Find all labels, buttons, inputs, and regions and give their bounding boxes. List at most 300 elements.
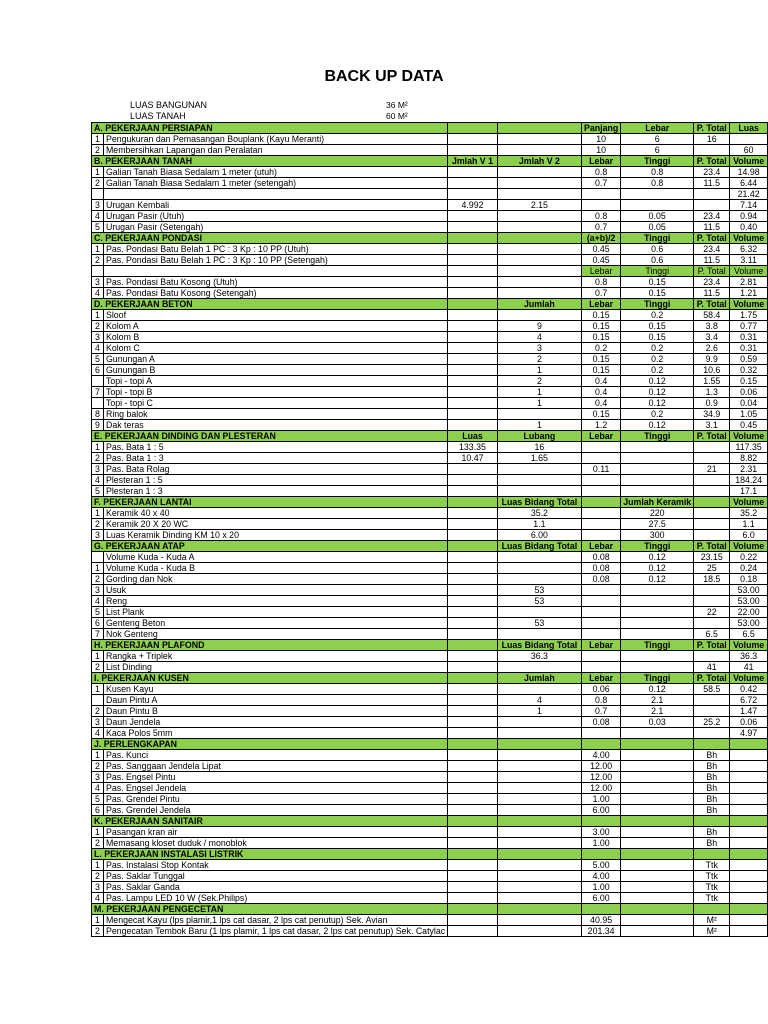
- item-description: Memasang kloset duduk / monoblok: [103, 838, 447, 849]
- cell-value: [497, 464, 581, 475]
- item-description: Pas. Bata Rolag: [103, 464, 447, 475]
- item-description: Keramik 20 X 20 WC: [103, 519, 447, 530]
- item-number: 4: [92, 893, 104, 904]
- cell-value: [497, 145, 581, 156]
- item-number: [92, 266, 104, 277]
- cell-value: 27.5: [621, 519, 694, 530]
- cell-value: [448, 761, 498, 772]
- item-description: Nok Genteng: [103, 629, 447, 640]
- cell-value: 6.00: [497, 530, 581, 541]
- cell-value: 220: [621, 508, 694, 519]
- cell-value: M²: [694, 915, 730, 926]
- cell-value: [497, 772, 581, 783]
- cell-value: 3.11: [730, 255, 768, 266]
- item-number: 2: [92, 321, 104, 332]
- table-row: [92, 706, 768, 717]
- cell-value: 0.4: [582, 398, 621, 409]
- column-header: Lebar: [582, 156, 621, 167]
- item-number: 3: [92, 332, 104, 343]
- cell-value: [448, 915, 498, 926]
- cell-value: 41: [694, 662, 730, 673]
- cell-value: [448, 519, 498, 530]
- cell-value: 4.00: [582, 871, 621, 882]
- item-description: Kaca Polos 5mm: [103, 728, 447, 739]
- cell-value: [448, 695, 498, 706]
- cell-value: [497, 783, 581, 794]
- table-row: [92, 255, 768, 266]
- cell-value: 6.44: [730, 178, 768, 189]
- cell-value: [497, 926, 581, 937]
- table-row: [92, 167, 768, 178]
- cell-value: [497, 486, 581, 497]
- cell-value: 0.2: [621, 409, 694, 420]
- cell-value: [730, 838, 768, 849]
- cell-value: 6.32: [730, 244, 768, 255]
- cell-value: [621, 189, 694, 200]
- column-header: [448, 123, 498, 134]
- meta-value-bangunan: 36 M²: [386, 100, 408, 110]
- column-header: Jumlah Keramik: [621, 497, 694, 508]
- cell-value: [497, 607, 581, 618]
- table-row: [92, 178, 768, 189]
- cell-value: [582, 189, 621, 200]
- cell-value: [497, 222, 581, 233]
- item-description: [103, 266, 447, 277]
- cell-value: [694, 200, 730, 211]
- section-title: K. PEKERJAAN SANITAIR: [92, 816, 448, 827]
- cell-value: [621, 464, 694, 475]
- cell-value: 2.81: [730, 277, 768, 288]
- cell-value: 11.5: [694, 178, 730, 189]
- column-header: [730, 904, 768, 915]
- cell-value: 0.08: [582, 552, 621, 563]
- column-header: P. Total: [694, 123, 730, 134]
- cell-value: 2.15: [497, 200, 581, 211]
- item-number: 2: [92, 761, 104, 772]
- cell-value: [730, 893, 768, 904]
- column-header: Tinggi: [621, 299, 694, 310]
- cell-value: [448, 706, 498, 717]
- table-row: [92, 486, 768, 497]
- cell-value: [448, 343, 498, 354]
- cell-value: 9: [497, 321, 581, 332]
- cell-value: 1.2: [582, 420, 621, 431]
- cell-value: 3.1: [694, 420, 730, 431]
- cell-value: [582, 519, 621, 530]
- cell-value: [621, 871, 694, 882]
- item-number: 3: [92, 772, 104, 783]
- cell-value: [448, 926, 498, 937]
- item-description: Kolom C: [103, 343, 447, 354]
- cell-value: 0.7: [582, 706, 621, 717]
- cell-value: 2.1: [621, 706, 694, 717]
- section-title: D. PEKERJAAN BETON: [92, 299, 448, 310]
- cell-value: 6.0: [730, 530, 768, 541]
- cell-value: [582, 629, 621, 640]
- item-number: 1: [92, 442, 104, 453]
- cell-value: [497, 266, 581, 277]
- column-header: [621, 739, 694, 750]
- table-row: [92, 277, 768, 288]
- cell-value: [448, 651, 498, 662]
- cell-value: 0.12: [621, 563, 694, 574]
- column-header: Tinggi: [621, 156, 694, 167]
- table-row: [92, 398, 768, 409]
- table-row: [92, 794, 768, 805]
- table-row: [92, 761, 768, 772]
- section-title: M. PEKERJAAN PENGECETAN: [92, 904, 448, 915]
- cell-value: 0.15: [582, 409, 621, 420]
- item-number: 3: [92, 530, 104, 541]
- column-header: Tinggi: [621, 673, 694, 684]
- table-row: [92, 508, 768, 519]
- section-title: B. PEKERJAAN TANAH: [92, 156, 448, 167]
- cell-value: 0.15: [582, 354, 621, 365]
- column-header: [497, 849, 581, 860]
- item-number: 2: [92, 519, 104, 530]
- cell-value: 0.45: [730, 420, 768, 431]
- item-number: 2: [92, 178, 104, 189]
- item-number: 2: [92, 662, 104, 673]
- cell-value: [621, 607, 694, 618]
- item-description: Kolom B: [103, 332, 447, 343]
- table-row: [92, 585, 768, 596]
- section-header-row: [92, 156, 768, 167]
- table-row: [92, 684, 768, 695]
- item-number: 3: [92, 277, 104, 288]
- cell-value: 6.5: [694, 629, 730, 640]
- column-header: Volume: [730, 233, 768, 244]
- item-description: Pasangan kran air: [103, 827, 447, 838]
- cell-value: [497, 838, 581, 849]
- cell-value: 1.00: [582, 794, 621, 805]
- cell-value: [448, 398, 498, 409]
- cell-value: [497, 794, 581, 805]
- item-description: Pas. Pondasi Batu Kosong (Utuh): [103, 277, 447, 288]
- item-description: Mengecat Kayu (lps plamir,1 lps cat dasar, 2 lps cat penutup) Sek. Avian: [103, 915, 447, 926]
- section-header-row: [92, 541, 768, 552]
- table-row: [92, 871, 768, 882]
- cell-value: 1.3: [694, 387, 730, 398]
- table-row: [92, 827, 768, 838]
- cell-value: 0.45: [582, 244, 621, 255]
- table-row: [92, 607, 768, 618]
- cell-value: [621, 728, 694, 739]
- table-row: [92, 365, 768, 376]
- cell-value: 23.15: [694, 552, 730, 563]
- column-header: Volume: [730, 541, 768, 552]
- cell-value: 6.00: [582, 805, 621, 816]
- cell-value: [448, 288, 498, 299]
- item-number: 2: [92, 453, 104, 464]
- cell-value: Bh: [694, 794, 730, 805]
- cell-value: 40.95: [582, 915, 621, 926]
- cell-value: 0.15: [582, 321, 621, 332]
- cell-value: 23.4: [694, 211, 730, 222]
- item-description: Pas. Instalasi Stop Kontak: [103, 860, 447, 871]
- cell-value: 1.55: [694, 376, 730, 387]
- cell-value: [621, 893, 694, 904]
- column-header: [497, 816, 581, 827]
- item-description: Membersihkan Lapangan dan Peralatan: [103, 145, 447, 156]
- cell-value: [497, 189, 581, 200]
- cell-value: 3: [497, 343, 581, 354]
- item-description: List Dinding: [103, 662, 447, 673]
- item-description: Plesteran 1 : 3: [103, 486, 447, 497]
- cell-value: [621, 453, 694, 464]
- cell-value: [694, 486, 730, 497]
- cell-value: 0.9: [694, 398, 730, 409]
- cell-value: 0.2: [582, 343, 621, 354]
- cell-value: 34.9: [694, 409, 730, 420]
- table-row: [92, 475, 768, 486]
- cell-value: [621, 772, 694, 783]
- cell-value: [621, 596, 694, 607]
- cell-value: 1: [497, 398, 581, 409]
- cell-value: [497, 288, 581, 299]
- item-number: 3: [92, 585, 104, 596]
- section-title: L. PEKERJAAN INSTALASI LISTRIK: [92, 849, 448, 860]
- item-description: Kusen Kayu: [103, 684, 447, 695]
- cell-value: [448, 189, 498, 200]
- cell-value: 10.6: [694, 365, 730, 376]
- column-header: Lubang: [497, 431, 581, 442]
- cell-value: [448, 794, 498, 805]
- cell-value: [730, 772, 768, 783]
- cell-value: [448, 893, 498, 904]
- cell-value: 117.35: [730, 442, 768, 453]
- cell-value: 35.2: [497, 508, 581, 519]
- cell-value: [582, 607, 621, 618]
- item-description: Ring balok: [103, 409, 447, 420]
- cell-value: 0.2: [621, 310, 694, 321]
- cell-value: 2: [497, 354, 581, 365]
- cell-value: 0.45: [582, 255, 621, 266]
- cell-value: 0.11: [582, 464, 621, 475]
- column-header: Lebar: [582, 640, 621, 651]
- table-row: [92, 728, 768, 739]
- cell-value: 0.22: [730, 552, 768, 563]
- cell-value: [448, 728, 498, 739]
- item-description: Pas. Pondasi Batu Belah 1 PC : 3 Kp : 10 PP (Utuh): [103, 244, 447, 255]
- item-description: Pas. Sanggaan Jendela Lipat: [103, 761, 447, 772]
- cell-value: [497, 563, 581, 574]
- column-header: [448, 299, 498, 310]
- column-header: [582, 816, 621, 827]
- column-header: P. Total: [694, 233, 730, 244]
- cell-value: [730, 761, 768, 772]
- cell-value: 14.98: [730, 167, 768, 178]
- item-description: Pas. Grendel Jendela: [103, 805, 447, 816]
- cell-value: [582, 486, 621, 497]
- cell-value: [621, 794, 694, 805]
- page-title: BACK UP DATA: [324, 68, 444, 85]
- cell-value: [694, 508, 730, 519]
- cell-value: 4.97: [730, 728, 768, 739]
- cell-value: [694, 695, 730, 706]
- column-header: Lebar: [582, 541, 621, 552]
- section-title: J. PERLENGKAPAN: [92, 739, 448, 750]
- cell-value: [582, 662, 621, 673]
- column-header: [582, 904, 621, 915]
- cell-value: [621, 629, 694, 640]
- cell-value: [694, 145, 730, 156]
- cell-value: 22: [694, 607, 730, 618]
- item-number: 3: [92, 464, 104, 475]
- cell-value: [621, 750, 694, 761]
- cell-value: 8.82: [730, 453, 768, 464]
- cell-value: 1: [497, 706, 581, 717]
- cell-value: 18.5: [694, 574, 730, 585]
- cell-value: 0.15: [621, 321, 694, 332]
- item-number: 1: [92, 563, 104, 574]
- cell-value: 7.14: [730, 200, 768, 211]
- cell-value: 0.08: [582, 574, 621, 585]
- cell-value: [621, 475, 694, 486]
- item-number: 2: [92, 871, 104, 882]
- item-number: [92, 695, 104, 706]
- section-header-row: [92, 497, 768, 508]
- column-header: Volume: [730, 673, 768, 684]
- table-row: [92, 893, 768, 904]
- backup-data-table: [91, 122, 768, 937]
- item-description: Rangka + Triplek: [103, 651, 447, 662]
- item-number: 6: [92, 618, 104, 629]
- column-header: Jumlah: [497, 299, 581, 310]
- item-number: 2: [92, 255, 104, 266]
- column-header: Lebar: [582, 299, 621, 310]
- item-description: Plesteran 1 : 5: [103, 475, 447, 486]
- column-header: [582, 739, 621, 750]
- table-row: [92, 343, 768, 354]
- cell-value: 0.15: [582, 332, 621, 343]
- cell-value: Bh: [694, 805, 730, 816]
- item-description: Daun Pintu B: [103, 706, 447, 717]
- cell-value: 6.72: [730, 695, 768, 706]
- column-header: [694, 816, 730, 827]
- cell-value: Volume: [730, 266, 768, 277]
- table-row: [92, 453, 768, 464]
- section-title: I. PEKERJAAN KUSEN: [92, 673, 448, 684]
- cell-value: 1.00: [582, 838, 621, 849]
- cell-value: [497, 717, 581, 728]
- item-number: 4: [92, 343, 104, 354]
- cell-value: 10: [582, 145, 621, 156]
- cell-value: [730, 860, 768, 871]
- cell-value: [621, 662, 694, 673]
- cell-value: [582, 530, 621, 541]
- item-description: Pas. Pondasi Batu Belah 1 PC : 3 Kp : 10 PP (Setengah): [103, 255, 447, 266]
- section-title: H. PEKERJAAN PLAFOND: [92, 640, 448, 651]
- column-header: Luas Bidang Total: [497, 497, 581, 508]
- cell-value: [448, 409, 498, 420]
- item-description: Gording dan Nok: [103, 574, 447, 585]
- cell-value: M²: [694, 926, 730, 937]
- item-description: Keramik 40 x 40: [103, 508, 447, 519]
- table-row: [92, 574, 768, 585]
- column-header: Volume: [730, 431, 768, 442]
- section-header-row: [92, 233, 768, 244]
- cell-value: Lebar: [582, 266, 621, 277]
- table-row: [92, 717, 768, 728]
- cell-value: 12.00: [582, 761, 621, 772]
- cell-value: [448, 222, 498, 233]
- column-header: [448, 497, 498, 508]
- cell-value: 53: [497, 596, 581, 607]
- column-header: [448, 816, 498, 827]
- cell-value: [694, 651, 730, 662]
- cell-value: 1.65: [497, 453, 581, 464]
- cell-value: 0.06: [730, 717, 768, 728]
- item-number: 4: [92, 475, 104, 486]
- section-title: C. PEKERJAAN PONDASI: [92, 233, 448, 244]
- table-row: [92, 376, 768, 387]
- cell-value: 0.15: [621, 332, 694, 343]
- cell-value: [448, 860, 498, 871]
- cell-value: [497, 552, 581, 563]
- cell-value: 0.2: [621, 354, 694, 365]
- cell-value: 58.5: [694, 684, 730, 695]
- cell-value: [448, 354, 498, 365]
- cell-value: [730, 926, 768, 937]
- cell-value: 0.6: [621, 255, 694, 266]
- column-header: [621, 904, 694, 915]
- cell-value: 0.8: [582, 277, 621, 288]
- cell-value: 0.12: [621, 387, 694, 398]
- cell-value: Bh: [694, 772, 730, 783]
- cell-value: [497, 277, 581, 288]
- column-header: [497, 904, 581, 915]
- cell-value: [497, 750, 581, 761]
- cell-value: [497, 684, 581, 695]
- cell-value: [448, 563, 498, 574]
- cell-value: [448, 596, 498, 607]
- cell-value: [621, 783, 694, 794]
- table-row: [92, 519, 768, 530]
- item-description: Pas. Pondasi Batu Kosong (Setengah): [103, 288, 447, 299]
- cell-value: [497, 167, 581, 178]
- cell-value: 0.12: [621, 552, 694, 563]
- item-number: 6: [92, 805, 104, 816]
- cell-value: [448, 552, 498, 563]
- column-header: Lebar: [582, 431, 621, 442]
- cell-value: 41: [730, 662, 768, 673]
- cell-value: 2.31: [730, 464, 768, 475]
- table-row: [92, 915, 768, 926]
- section-title: G. PEKERJAAN ATAP: [92, 541, 448, 552]
- meta-label-tanah: LUAS TANAH: [130, 111, 186, 121]
- column-header: [448, 904, 498, 915]
- cell-value: Bh: [694, 838, 730, 849]
- column-header: (a+b)/2: [582, 233, 621, 244]
- cell-value: 0.4: [582, 387, 621, 398]
- table-row: [92, 387, 768, 398]
- cell-value: 1.1: [497, 519, 581, 530]
- meta-value-tanah: 60 M²: [386, 111, 408, 121]
- cell-value: [621, 618, 694, 629]
- cell-value: [730, 783, 768, 794]
- cell-value: 22.00: [730, 607, 768, 618]
- cell-value: 1.1: [730, 519, 768, 530]
- cell-value: [497, 871, 581, 882]
- cell-value: 0.8: [621, 178, 694, 189]
- column-header: Luas Bidang Total: [497, 541, 581, 552]
- cell-value: [582, 442, 621, 453]
- cell-value: 4: [497, 695, 581, 706]
- cell-value: 3.00: [582, 827, 621, 838]
- table-row: [92, 244, 768, 255]
- cell-value: [448, 310, 498, 321]
